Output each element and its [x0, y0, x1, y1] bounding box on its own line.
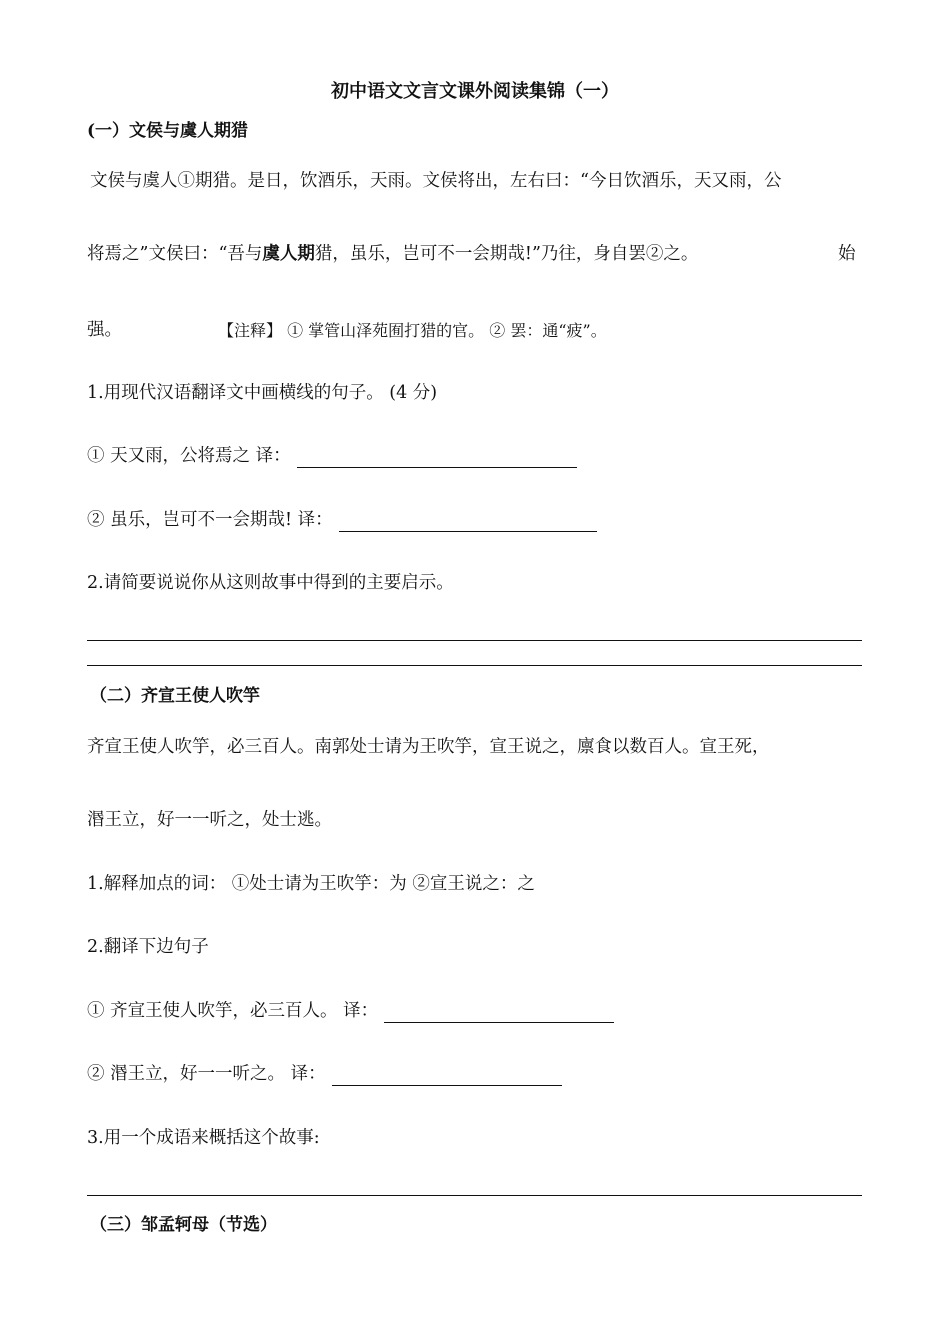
section-3-heading: （三）邹孟轲母（节选）	[90, 1215, 277, 1235]
section-1-heading: (一）文侯与虞人期猎	[87, 121, 249, 141]
s1-question-2: 2.请简要说说你从这则故事中得到的主要启示。	[87, 573, 454, 593]
s1-passage-line-3: 强。	[87, 320, 122, 340]
s1-q1b-answer-blank[interactable]	[339, 513, 597, 532]
s1-passage-line-2-start: 将焉之”文侯曰：“吾与	[87, 244, 263, 264]
s1-passage-line-2-rest: 猎，虽乐，岂可不一会期哉!”乃往，身自罢②之。	[314, 244, 699, 264]
s2-q2b-answer-blank[interactable]	[332, 1067, 562, 1086]
s2-question-2-item-a	[87, 999, 614, 1023]
s2-question-2-item-b	[87, 1062, 562, 1086]
s1-answer-line-1[interactable]	[87, 640, 862, 641]
s1-passage-line-1: 文侯与虞人①期猎。是日，饮酒乐，天雨。文侯将出，左右曰：“今日饮酒乐，天又雨，公	[90, 171, 782, 191]
s1-question-1-item-a	[87, 444, 577, 468]
s1-q1a-text: ① 天又雨，公将焉之 译：	[87, 446, 291, 466]
s1-answer-line-2[interactable]	[87, 665, 862, 666]
s2-question-2: 2.翻译下边句子	[87, 937, 209, 957]
s1-passage-line-2	[87, 242, 698, 266]
s2-q2a-text: ① 齐宣王使人吹竽，必三百人。 译：	[87, 1001, 379, 1021]
s2-q2b-text: ② 湣王立，好一一听之。 译：	[87, 1064, 326, 1084]
s2-passage-line-2: 湣王立，好一一听之，处士逃。	[87, 810, 332, 830]
s1-question-1: 1.用现代汉语翻译文中画横线的句子。 (4 分)	[87, 383, 438, 403]
s1-q1b-text: ② 虽乐，岂可不一会期哉! 译：	[87, 510, 333, 530]
s2-question-1: 1.解释加点的词： ①处士请为王吹竽：为 ②宣王说之：之	[87, 874, 535, 894]
s1-passage-bold-phrase: 虞人期	[262, 244, 315, 264]
s1-annotation-note: 【注释】 ① 掌管山泽苑囿打猎的官。 ② 罢：通“疲”。	[218, 321, 607, 340]
document-title: 初中语文文言文课外阅读集锦（一）	[331, 81, 619, 102]
s2-answer-line[interactable]	[87, 1195, 862, 1196]
s1-q1a-answer-blank[interactable]	[297, 449, 577, 468]
s2-question-3: 3.用一个成语来概括这个故事:	[87, 1128, 320, 1148]
s1-question-1-item-b	[87, 508, 597, 532]
s2-passage-line-1: 齐宣王使人吹竽，必三百人。南郭处士请为王吹竽，宣王说之，廪食以数百人。宣王死，	[87, 737, 770, 757]
section-2-heading: （二）齐宣王使人吹竽	[90, 686, 260, 706]
s1-passage-line-2-end: 始	[838, 244, 856, 264]
s2-q2a-answer-blank[interactable]	[384, 1004, 614, 1023]
